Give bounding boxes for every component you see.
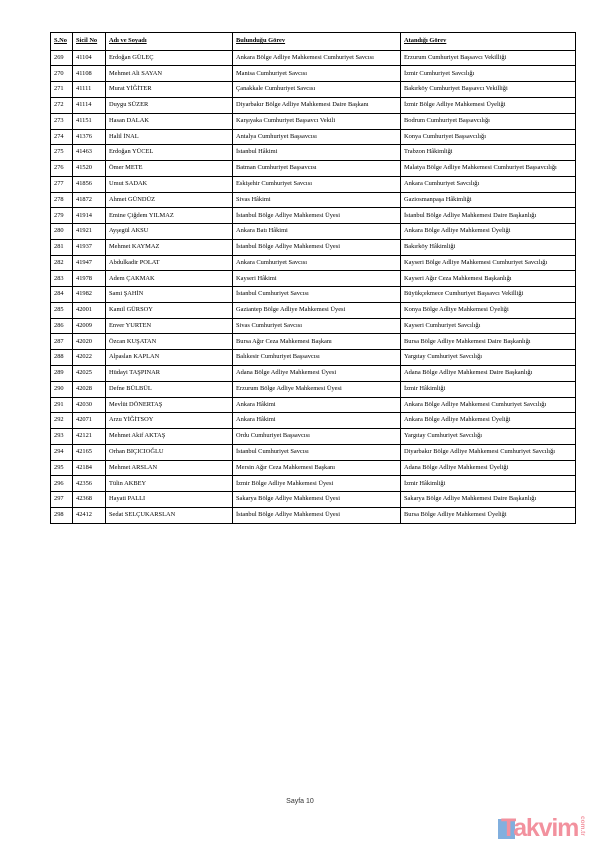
cell-sicil-no: 41463 xyxy=(73,145,106,161)
cell-bulundugu-gorev: Antalya Cumhuriyet Başsavcısı xyxy=(233,129,401,145)
cell-bulundugu-gorev: Balıkesir Cumhuriyet Başsavcısı xyxy=(233,350,401,366)
cell-atandigi-gorev: Diyarbakır Bölge Adliye Mahkemesi Cumhuriyet Savcılığı xyxy=(401,444,576,460)
cell-bulundugu-gorev: Manisa Cumhuriyet Savcısı xyxy=(233,66,401,82)
table-row xyxy=(51,129,576,145)
cell-bulundugu-gorev: Ankara Hâkimi xyxy=(233,397,401,413)
cell-sicil-no: 42184 xyxy=(73,460,106,476)
table-row xyxy=(51,192,576,208)
cell-ad-soyad: Alpaslan KAPLAN xyxy=(106,350,233,366)
cell-sno: 286 xyxy=(51,318,73,334)
cell-atandigi-gorev: Bakırköy Hâkimliği xyxy=(401,239,576,255)
cell-atandigi-gorev: Konya Bölge Adliye Mahkemesi Üyeliği xyxy=(401,302,576,318)
cell-sicil-no: 41108 xyxy=(73,66,106,82)
cell-sno: 269 xyxy=(51,50,73,66)
cell-ad-soyad: Duygu SÜZER xyxy=(106,97,233,113)
table-body xyxy=(51,50,576,523)
cell-bulundugu-gorev: Adana Bölge Adliye Mahkemesi Üyesi xyxy=(233,366,401,382)
table-row xyxy=(51,476,576,492)
cell-bulundugu-gorev: Eskişehir Cumhuriyet Savcısı xyxy=(233,176,401,192)
cell-atandigi-gorev: Ankara Bölge Adliye Mahkemesi Cumhuriyet Savcılığı xyxy=(401,397,576,413)
table-row xyxy=(51,366,576,382)
cell-ad-soyad: Mevlüt DÖNERTAŞ xyxy=(106,397,233,413)
cell-sicil-no: 41111 xyxy=(73,82,106,98)
cell-bulundugu-gorev: Mersin Ağır Ceza Mahkemesi Başkanı xyxy=(233,460,401,476)
table-row xyxy=(51,413,576,429)
cell-sno: 280 xyxy=(51,224,73,240)
cell-ad-soyad: Arzu YİĞİTSOY xyxy=(106,413,233,429)
cell-ad-soyad: Ömer METE xyxy=(106,161,233,177)
cell-atandigi-gorev: Malatya Bölge Adliye Mahkemesi Cumhuriyet Başsavcılığı xyxy=(401,161,576,177)
table-row xyxy=(51,66,576,82)
cell-sno: 298 xyxy=(51,507,73,523)
cell-ad-soyad: Abdulkadir POLAT xyxy=(106,255,233,271)
cell-sno: 285 xyxy=(51,302,73,318)
cell-sno: 294 xyxy=(51,444,73,460)
cell-sicil-no: 42071 xyxy=(73,413,106,429)
cell-sicil-no: 41376 xyxy=(73,129,106,145)
cell-ad-soyad: Murat YİĞİTER xyxy=(106,82,233,98)
cell-bulundugu-gorev: İstanbul Bölge Adliye Mahkemesi Üyesi xyxy=(233,239,401,255)
table-header xyxy=(51,33,576,51)
cell-bulundugu-gorev: Ankara Bölge Adliye Mahkemesi Cumhuriyet Savcısı xyxy=(233,50,401,66)
cell-bulundugu-gorev: Bursa Ağır Ceza Mahkemesi Başkanı xyxy=(233,334,401,350)
table-row xyxy=(51,287,576,303)
appointments-table xyxy=(50,32,576,524)
cell-ad-soyad: Tülin AKBEY xyxy=(106,476,233,492)
cell-ad-soyad: Sedat SELÇUKARSLAN xyxy=(106,507,233,523)
table-row xyxy=(51,145,576,161)
cell-sicil-no: 42412 xyxy=(73,507,106,523)
page-number-footer: Sayfa 10 xyxy=(286,798,314,805)
cell-bulundugu-gorev: Kayseri Hâkimi xyxy=(233,271,401,287)
table-row xyxy=(51,318,576,334)
cell-bulundugu-gorev: Ordu Cumhuriyet Başsavcısı xyxy=(233,429,401,445)
cell-sicil-no: 41104 xyxy=(73,50,106,66)
cell-bulundugu-gorev: İstanbul Cumhuriyet Savcısı xyxy=(233,444,401,460)
cell-ad-soyad: Erdoğan YÜCEL xyxy=(106,145,233,161)
cell-sicil-no: 42356 xyxy=(73,476,106,492)
cell-ad-soyad: Kamil GÜRSOY xyxy=(106,302,233,318)
cell-atandigi-gorev: İzmir Hâkimliği xyxy=(401,381,576,397)
cell-sno: 270 xyxy=(51,66,73,82)
cell-sno: 297 xyxy=(51,492,73,508)
table-row xyxy=(51,302,576,318)
table-row xyxy=(51,97,576,113)
cell-sno: 283 xyxy=(51,271,73,287)
cell-atandigi-gorev: Kayseri Ağır Ceza Mahkemesi Başkanlığı xyxy=(401,271,576,287)
cell-sno: 273 xyxy=(51,113,73,129)
cell-atandigi-gorev: Ankara Cumhuriyet Savcılığı xyxy=(401,176,576,192)
cell-sno: 279 xyxy=(51,208,73,224)
cell-sicil-no: 41947 xyxy=(73,255,106,271)
cell-sicil-no: 42009 xyxy=(73,318,106,334)
table-header-row xyxy=(51,33,576,51)
cell-sno: 296 xyxy=(51,476,73,492)
cell-bulundugu-gorev: İzmir Bölge Adliye Mahkemesi Üyesi xyxy=(233,476,401,492)
cell-ad-soyad: Hüdayi TAŞPINAR xyxy=(106,366,233,382)
cell-bulundugu-gorev: Ankara Hâkimi xyxy=(233,413,401,429)
cell-sno: 284 xyxy=(51,287,73,303)
cell-sno: 275 xyxy=(51,145,73,161)
cell-sno: 278 xyxy=(51,192,73,208)
table-row xyxy=(51,255,576,271)
cell-ad-soyad: Defne BÜLBÜL xyxy=(106,381,233,397)
cell-sicil-no: 41872 xyxy=(73,192,106,208)
cell-sno: 289 xyxy=(51,366,73,382)
cell-sicil-no: 41520 xyxy=(73,161,106,177)
cell-atandigi-gorev: Konya Cumhuriyet Başsavcılığı xyxy=(401,129,576,145)
cell-sno: 292 xyxy=(51,413,73,429)
cell-ad-soyad: Özcan KUŞATAN xyxy=(106,334,233,350)
cell-atandigi-gorev: Bakırköy Cumhuriyet Başsavcı Vekilliği xyxy=(401,82,576,98)
cell-sicil-no: 41151 xyxy=(73,113,106,129)
cell-sno: 288 xyxy=(51,350,73,366)
table-row xyxy=(51,350,576,366)
cell-atandigi-gorev: İzmir Cumhuriyet Savcılığı xyxy=(401,66,576,82)
cell-sno: 290 xyxy=(51,381,73,397)
cell-ad-soyad: Mehmet ARSLAN xyxy=(106,460,233,476)
cell-atandigi-gorev: Yargıtay Cumhuriyet Savcılığı xyxy=(401,429,576,445)
table-row xyxy=(51,271,576,287)
cell-sicil-no: 41937 xyxy=(73,239,106,255)
cell-ad-soyad: Adem ÇAKMAK xyxy=(106,271,233,287)
table-row xyxy=(51,492,576,508)
table-row xyxy=(51,239,576,255)
cell-bulundugu-gorev: Batman Cumhuriyet Başsavcısı xyxy=(233,161,401,177)
column-header-ad-soyad: Adı ve Soyadı xyxy=(106,33,233,51)
cell-sicil-no: 42121 xyxy=(73,429,106,445)
cell-bulundugu-gorev: Çanakkale Cumhuriyet Savcısı xyxy=(233,82,401,98)
cell-sicil-no: 41982 xyxy=(73,287,106,303)
cell-bulundugu-gorev: İstanbul Bölge Adliye Mahkemesi Üyesi xyxy=(233,507,401,523)
column-header-bulundugu-gorev: Bulunduğu Görev xyxy=(233,33,401,51)
cell-bulundugu-gorev: İstanbul Cumhuriyet Savcısı xyxy=(233,287,401,303)
cell-ad-soyad: Mehmet Akif AKTAŞ xyxy=(106,429,233,445)
table-row xyxy=(51,113,576,129)
cell-ad-soyad: Emine Çiğdem YILMAZ xyxy=(106,208,233,224)
table-row xyxy=(51,397,576,413)
cell-bulundugu-gorev: Sakarya Bölge Adliye Mahkemesi Üyesi xyxy=(233,492,401,508)
cell-bulundugu-gorev: İstanbul Bölge Adliye Mahkemesi Üyesi xyxy=(233,208,401,224)
cell-sno: 287 xyxy=(51,334,73,350)
table-row xyxy=(51,444,576,460)
table-row xyxy=(51,381,576,397)
cell-sicil-no: 42368 xyxy=(73,492,106,508)
table-row xyxy=(51,460,576,476)
cell-sno: 276 xyxy=(51,161,73,177)
cell-sicil-no: 41921 xyxy=(73,224,106,240)
cell-atandigi-gorev: Adana Bölge Adliye Mahkemesi Üyeliği xyxy=(401,460,576,476)
cell-atandigi-gorev: Ankara Bölge Adliye Mahkemesi Üyeliği xyxy=(401,413,576,429)
cell-sicil-no: 41114 xyxy=(73,97,106,113)
column-header-sno: S.No xyxy=(51,33,73,51)
cell-bulundugu-gorev: Ankara Batı Hâkimi xyxy=(233,224,401,240)
cell-sicil-no: 41978 xyxy=(73,271,106,287)
cell-bulundugu-gorev: Diyarbakır Bölge Adliye Mahkemesi Daire Başkanı xyxy=(233,97,401,113)
table-row xyxy=(51,176,576,192)
cell-sicil-no: 42165 xyxy=(73,444,106,460)
cell-sno: 274 xyxy=(51,129,73,145)
cell-ad-soyad: Ahmet GÜNDÜZ xyxy=(106,192,233,208)
takvim-watermark-logo xyxy=(498,810,598,846)
cell-sno: 293 xyxy=(51,429,73,445)
cell-atandigi-gorev: Kayseri Bölge Adliye Mahkemesi Cumhuriyet Savcılığı xyxy=(401,255,576,271)
cell-sicil-no: 42020 xyxy=(73,334,106,350)
cell-atandigi-gorev: Yargıtay Cumhuriyet Savcılığı xyxy=(401,350,576,366)
cell-ad-soyad: Hasan DALAK xyxy=(106,113,233,129)
cell-atandigi-gorev: İstanbul Bölge Adliye Mahkemesi Daire Başkanlığı xyxy=(401,208,576,224)
table-row xyxy=(51,161,576,177)
cell-ad-soyad: Sami ŞAHİN xyxy=(106,287,233,303)
cell-bulundugu-gorev: Erzurum Bölge Adliye Mahkemesi Üyesi xyxy=(233,381,401,397)
cell-ad-soyad: Hayati PALLI xyxy=(106,492,233,508)
cell-bulundugu-gorev: İstanbul Hâkimi xyxy=(233,145,401,161)
cell-sno: 272 xyxy=(51,97,73,113)
cell-atandigi-gorev: Bodrum Cumhuriyet Başsavcılığı xyxy=(401,113,576,129)
cell-atandigi-gorev: Gaziosmanpaşa Hâkimliği xyxy=(401,192,576,208)
table-row xyxy=(51,208,576,224)
cell-ad-soyad: Mehmet Ali SAYAN xyxy=(106,66,233,82)
cell-atandigi-gorev: Bursa Bölge Adliye Mahkemesi Üyeliği xyxy=(401,507,576,523)
column-header-atandigi-gorev: Atandığı Görev xyxy=(401,33,576,51)
cell-sno: 271 xyxy=(51,82,73,98)
table-row xyxy=(51,429,576,445)
cell-atandigi-gorev: Sakarya Bölge Adliye Mahkemesi Daire Başkanlığı xyxy=(401,492,576,508)
cell-sicil-no: 42025 xyxy=(73,366,106,382)
cell-bulundugu-gorev: Sivas Hâkimi xyxy=(233,192,401,208)
cell-sno: 281 xyxy=(51,239,73,255)
cell-sicil-no: 41856 xyxy=(73,176,106,192)
cell-atandigi-gorev: İzmir Bölge Adliye Mahkemesi Üyeliği xyxy=(401,97,576,113)
cell-atandigi-gorev: Adana Bölge Adliye Mahkemesi Daire Başkanlığı xyxy=(401,366,576,382)
cell-sicil-no: 42030 xyxy=(73,397,106,413)
table-row xyxy=(51,507,576,523)
cell-sno: 291 xyxy=(51,397,73,413)
cell-ad-soyad: Mehmet KAYMAZ xyxy=(106,239,233,255)
cell-bulundugu-gorev: Karşıyaka Cumhuriyet Başsavcı Vekili xyxy=(233,113,401,129)
cell-ad-soyad: Enver YURTEN xyxy=(106,318,233,334)
cell-sno: 277 xyxy=(51,176,73,192)
cell-sicil-no: 42001 xyxy=(73,302,106,318)
cell-atandigi-gorev: İzmir Hâkimliği xyxy=(401,476,576,492)
cell-sno: 295 xyxy=(51,460,73,476)
cell-ad-soyad: Erdoğan GÜLEÇ xyxy=(106,50,233,66)
cell-ad-soyad: Halil İNAL xyxy=(106,129,233,145)
cell-atandigi-gorev: Trabzon Hâkimliği xyxy=(401,145,576,161)
cell-sicil-no: 41914 xyxy=(73,208,106,224)
cell-ad-soyad: Umut SADAK xyxy=(106,176,233,192)
cell-ad-soyad: Orhan BIÇICIOĞLU xyxy=(106,444,233,460)
cell-atandigi-gorev: Büyükçekmece Cumhuriyet Başsavcı Vekilliği xyxy=(401,287,576,303)
column-header-sicil-no: Sicil No xyxy=(73,33,106,51)
table-row xyxy=(51,50,576,66)
cell-bulundugu-gorev: Gaziantep Bölge Adliye Mahkemesi Üyesi xyxy=(233,302,401,318)
cell-atandigi-gorev: Kayseri Cumhuriyet Savcılığı xyxy=(401,318,576,334)
cell-atandigi-gorev: Bursa Bölge Adliye Mahkemesi Daire Başkanlığı xyxy=(401,334,576,350)
cell-atandigi-gorev: Erzurum Cumhuriyet Başsavcı Vekilliği xyxy=(401,50,576,66)
table-row xyxy=(51,224,576,240)
watermark-brand-text: Takvim xyxy=(501,814,579,842)
table-row xyxy=(51,82,576,98)
cell-atandigi-gorev: Ankara Bölge Adliye Mahkemesi Üyeliği xyxy=(401,224,576,240)
cell-sicil-no: 42022 xyxy=(73,350,106,366)
table-row xyxy=(51,334,576,350)
watermark-tld-text: com.tr xyxy=(579,816,586,836)
cell-ad-soyad: Ayşegül AKSU xyxy=(106,224,233,240)
cell-sno: 282 xyxy=(51,255,73,271)
cell-sicil-no: 42028 xyxy=(73,381,106,397)
cell-bulundugu-gorev: Ankara Cumhuriyet Savcısı xyxy=(233,255,401,271)
cell-bulundugu-gorev: Sivas Cumhuriyet Savcısı xyxy=(233,318,401,334)
